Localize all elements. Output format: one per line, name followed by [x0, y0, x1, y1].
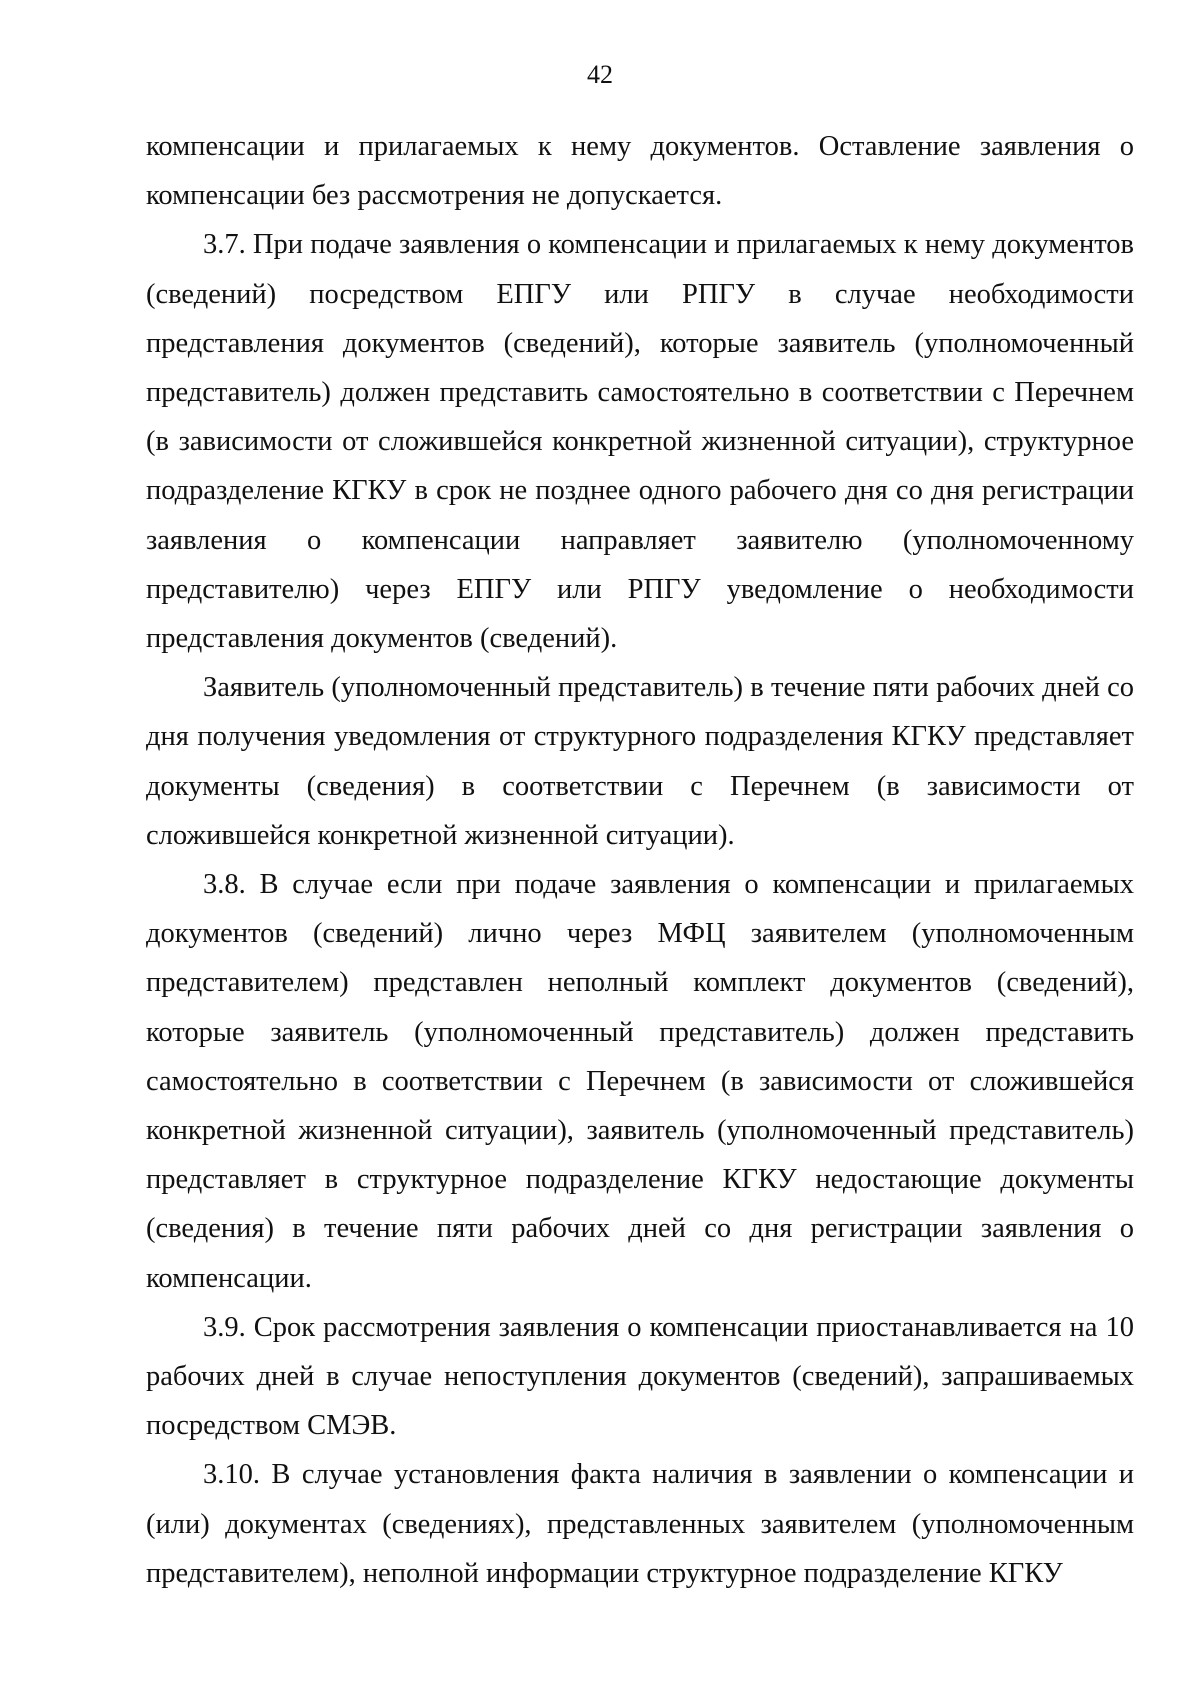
paragraph-3-7: 3.7. При подаче заявления о компенсации и прилагаемых к нему документов (сведений) посредством ЕПГУ или РПГУ в случае необходимости представления документов (сведений), которые заявитель (уполномоченный представитель) должен представить самостоятельно в соответствии с Перечнем (в зависимости от сложившейся конкретной жизненной ситуации), структурное подразделение КГКУ в срок не позднее одного рабочего дня со дня регистрации заявления о компенсации направляет заявителю (уполномоченному представителю) через ЕПГУ или РПГУ уведомление о необходимости представления документов (сведений).	[146, 229, 1134, 655]
document-body	[146, 122, 1134, 1598]
paragraph-continuation: компенсации и прилагаемых к нему документов. Оставление заявления о компенсации без рассмотрения не допускается.	[146, 131, 1134, 212]
paragraph-3-10: 3.10. В случае установления факта наличия в заявлении о компенсации и (или) документах (сведениях), представленных заявителем (уполномоченным представителем), неполной информации структурное подразделение КГКУ	[146, 1459, 1134, 1589]
paragraph-3-8: 3.8. В случае если при подаче заявления о компенсации и прилагаемых документов (сведений) лично через МФЦ заявителем (уполномоченным представителем) представлен неполный комплект документов (сведений), которые заявитель (уполномоченный представитель) должен представить самостоятельно в соответствии с Перечнем (в зависимости от сложившейся конкретной жизненной ситуации), заявитель (уполномоченный представитель) представляет в структурное подразделение КГКУ недостающие документы (сведения) в течение пяти рабочих дней со дня регистрации заявления о компенсации.	[146, 869, 1134, 1294]
page-number: 42	[587, 60, 613, 89]
paragraph-3-9: 3.9. Срок рассмотрения заявления о компенсации приостанавливается на 10 рабочих дней в случае непоступления документов (сведений), запрашиваемых посредством СМЭВ.	[146, 1311, 1134, 1442]
paragraph-3-7-applicant: Заявитель (уполномоченный представитель) в течение пяти рабочих дней со дня получения уведомления от структурного подразделения КГКУ представляет документы (сведения) в соответствии с Перечнем (в зависимости от сложившейся конкретной жизненной ситуации).	[146, 672, 1134, 851]
